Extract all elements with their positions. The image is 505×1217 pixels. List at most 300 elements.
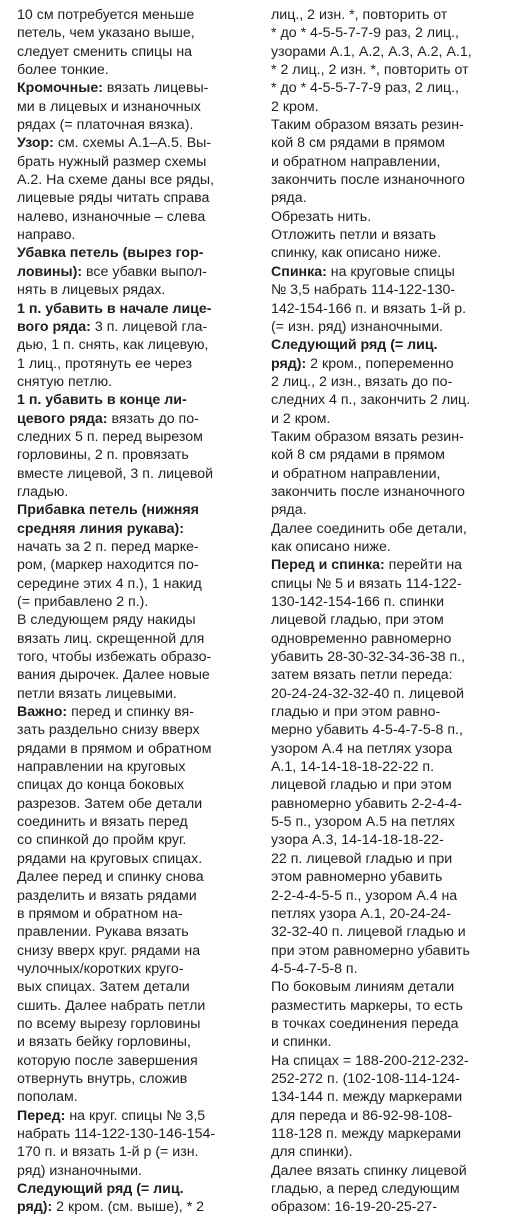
text-line [271, 520, 503, 538]
body-text: закончить после изнаночного [271, 483, 465, 500]
body-text: этом равномерно убавить [271, 869, 443, 886]
bold-heading-text: средняя линия рукава): [17, 520, 185, 537]
text-line [271, 776, 503, 794]
text-line [271, 905, 503, 923]
text-line [271, 887, 503, 905]
body-text: вязать лиц. скрещенной для [17, 630, 205, 647]
body-text: 3 п. лицевой гла- [90, 318, 208, 335]
body-text: снизу вверх круг. рядами на [17, 942, 201, 959]
text-line [17, 98, 249, 116]
body-text: и спинки. [271, 1034, 332, 1051]
text-line [271, 850, 503, 868]
text-line [271, 868, 503, 886]
text-line [17, 1107, 249, 1125]
body-text: разрезов. Затем обе детали [17, 795, 203, 812]
paragraph [17, 501, 249, 611]
text-line [17, 520, 249, 538]
body-text: петель, чем указано выше, [17, 25, 195, 42]
bold-heading-text: Узор: [17, 135, 54, 152]
text-line [271, 1070, 503, 1088]
paragraph [17, 703, 249, 1107]
body-text: на круговые спицы [326, 263, 455, 280]
text-line [17, 538, 249, 556]
body-text: 142-154-166 п. и вязать 1-й р. [271, 300, 467, 317]
bold-heading-text: ряд): [271, 355, 307, 372]
body-text: закончить после изнаночного [271, 172, 465, 189]
body-text: А.1, 14-14-18-18-22-22 п. [271, 759, 435, 776]
paragraph [17, 1107, 249, 1180]
text-line [271, 43, 503, 61]
body-text: рядами в прямом и обратном [17, 740, 212, 757]
text-line [271, 24, 503, 42]
text-line [271, 575, 503, 593]
body-text: следних 5 п. перед вырезом [17, 428, 203, 445]
text-line [17, 776, 249, 794]
body-text: горловины, 2 п. провязать [17, 447, 189, 464]
bold-heading-text: цевого ряда: [17, 410, 108, 427]
body-text: Обрезать нить. [271, 208, 372, 225]
text-line [17, 24, 249, 42]
text-line [17, 850, 249, 868]
body-text: гладью и при этом равно- [271, 704, 441, 721]
body-text: 2-2-4-4-5-5 п., узором А.4 на [271, 887, 458, 904]
body-text: ми в лицевых и изнаночных [17, 98, 201, 115]
body-text: 10 см потребуется меньше [17, 7, 195, 23]
body-text: петлях узора А.1, 20-24-24- [271, 905, 452, 922]
body-text: направо. [17, 227, 76, 244]
body-text: и 2 кром. [271, 410, 331, 427]
text-line [17, 465, 249, 483]
text-line [17, 61, 249, 79]
text-line [17, 79, 249, 97]
text-line [271, 281, 503, 299]
body-text: ром, (маркер находится по- [17, 557, 199, 574]
text-line [17, 795, 249, 813]
text-line [17, 410, 249, 428]
text-line [271, 997, 503, 1015]
text-line [17, 868, 249, 886]
text-line [271, 666, 503, 684]
body-text: лицевой гладью и при этом [271, 777, 452, 794]
text-line [17, 813, 249, 831]
text-line [17, 1143, 249, 1161]
body-text: чулочных/коротких круго- [17, 960, 184, 977]
body-text: направлении на круговых [17, 759, 186, 776]
left-column [17, 6, 249, 1217]
body-text: при этом равномерно убавить [271, 942, 470, 959]
text-line [17, 758, 249, 776]
text-line [271, 153, 503, 171]
body-text: для переда и 86-92-98-108- [271, 1107, 453, 1124]
text-line [17, 300, 249, 318]
paragraph [17, 244, 249, 299]
right-column [271, 6, 503, 1217]
body-text: следних 4 п., закончить 2 лиц. [271, 392, 471, 409]
text-line [271, 61, 503, 79]
text-line [17, 1162, 249, 1180]
text-line [17, 226, 249, 244]
text-line [271, 942, 503, 960]
text-line [271, 244, 503, 262]
paragraph [271, 6, 503, 116]
body-text: вания дырочек. Далее новые [17, 667, 210, 684]
text-line [271, 960, 503, 978]
bold-heading-text: ловины): [17, 263, 83, 280]
body-text: дью, 1 п. снять, как лицевую, [17, 337, 209, 354]
text-line [17, 171, 249, 189]
text-line [17, 281, 249, 299]
body-text: рядах (= платочная вязка). [17, 117, 194, 134]
body-text: пополам. [17, 1089, 78, 1106]
body-text: 134-144 п. между маркерами [271, 1089, 463, 1106]
body-text: 118-128 п. между маркерами [271, 1125, 462, 1142]
body-text: см. схемы А.1–А.5. Вы- [53, 135, 212, 152]
body-text: мерно убавить 4-5-4-7-5-8 п., [271, 722, 463, 739]
paragraph [17, 611, 249, 703]
text-line [17, 721, 249, 739]
body-text: Далее вязать спинку лицевой [271, 1162, 467, 1179]
text-line [17, 116, 249, 134]
body-text: в прямом и обратном на- [17, 905, 183, 922]
paragraph [271, 556, 503, 978]
body-text: сшить. Далее набрать петли [17, 997, 206, 1014]
body-text: того, чтобы избежать образо- [17, 649, 212, 666]
text-line [17, 391, 249, 409]
body-text: все убавки выпол- [82, 263, 207, 280]
text-line [17, 1070, 249, 1088]
body-text: спицы № 5 и вязать 114-122- [271, 575, 462, 592]
body-text: перед и спинку вя- [67, 704, 194, 721]
text-line [271, 373, 503, 391]
body-text: 2 лиц., 2 изн., вязать до по- [271, 373, 453, 390]
body-text: для спинки). [271, 1144, 353, 1161]
bold-heading-text: Убавка петель (вырез гор- [17, 245, 204, 262]
body-text: лицевые ряды читать справа [17, 190, 210, 207]
text-line [17, 428, 249, 446]
body-text: разместить маркеры, то есть [271, 997, 463, 1014]
text-line [271, 1162, 503, 1180]
body-text: 20-24-24-32-32-40 п. лицевой [271, 685, 465, 702]
body-text: 170 п. и вязать 1-й р (= изн. [17, 1144, 199, 1161]
body-text: лиц., 2 изн. *, повторить от [271, 7, 448, 23]
body-text: по всему вырезу горловины [17, 1015, 201, 1032]
text-line [271, 721, 503, 739]
text-line [17, 1033, 249, 1051]
body-text: ряда. [271, 190, 307, 207]
body-text: петли вязать лицевыми. [17, 685, 177, 702]
body-text: Далее соединить обе детали, [271, 520, 467, 537]
text-line [271, 208, 503, 226]
text-line [17, 685, 249, 703]
body-text: (= прибавлено 2 п.). [17, 594, 149, 610]
body-text: отвернуть внутрь, сложив [17, 1070, 188, 1087]
bold-heading-text: Кромочные: [17, 80, 103, 97]
text-line [271, 740, 503, 758]
body-text: середине этих 4 п.), 1 накид [17, 575, 202, 592]
text-line [17, 960, 249, 978]
text-line [17, 593, 249, 611]
text-line [17, 630, 249, 648]
text-line [271, 978, 503, 996]
text-line [271, 703, 503, 721]
body-text: Таким образом вязать резин- [271, 428, 464, 445]
text-line [271, 556, 503, 574]
text-line [17, 575, 249, 593]
text-line [17, 208, 249, 226]
body-text: 2 кром., попеременно [306, 355, 454, 372]
body-text: узором А.4 на петлях узора [271, 740, 453, 757]
paragraph [271, 1162, 503, 1217]
body-text: 2 кром. [271, 98, 319, 115]
text-line [271, 189, 503, 207]
body-text: одновременно равномерно [271, 630, 452, 647]
text-line [17, 43, 249, 61]
text-line [271, 134, 503, 152]
text-line [271, 355, 503, 373]
text-line [17, 611, 249, 629]
body-text: вых спицах. Затем детали [17, 979, 190, 996]
text-line [271, 1198, 503, 1216]
body-text: нять в лицевых рядах. [17, 282, 166, 299]
text-line [17, 905, 249, 923]
bold-heading-text: Перед: [17, 1107, 66, 1124]
body-text: начать за 2 п. перед маркe- [17, 538, 199, 555]
text-line [17, 263, 249, 281]
bold-heading-text: Перед и спинка: [271, 557, 385, 574]
text-line [271, 1125, 503, 1143]
text-line [271, 116, 503, 134]
text-line [271, 428, 503, 446]
paragraph [271, 428, 503, 520]
body-text: рядами на круговых спицах. [17, 850, 203, 867]
body-text: в точках соединения переда [271, 1015, 459, 1032]
paragraph [17, 300, 249, 392]
text-line [17, 373, 249, 391]
text-line [271, 1033, 503, 1051]
text-line [271, 813, 503, 831]
body-text: образом: 16-19-20-25-27- [271, 1199, 438, 1216]
text-line [271, 538, 503, 556]
body-text: На спицах = 188-200-212-232- [271, 1052, 469, 1069]
text-line [271, 98, 503, 116]
body-text: которую после завершения [17, 1052, 198, 1069]
text-line [271, 1180, 503, 1198]
text-line [271, 171, 503, 189]
body-text: 252-272 п. (102-108-114-124- [271, 1070, 460, 1087]
text-line [271, 630, 503, 648]
bold-heading-text: Следующий ряд (= лиц. [271, 337, 438, 354]
body-text: * до * 4-5-5-7-7-9 раз, 2 лиц., [271, 25, 459, 42]
body-text: и обратном направлении, [271, 465, 441, 482]
body-text: гладью, а перед следующим [271, 1181, 460, 1197]
body-text: снятую петлю. [17, 373, 113, 390]
text-line [271, 391, 503, 409]
text-line [271, 318, 503, 336]
body-text: вязать до по- [107, 410, 199, 427]
paragraph [271, 208, 503, 226]
text-line [17, 153, 249, 171]
body-text: Таким образом вязать резин- [271, 117, 464, 134]
paragraph [271, 336, 503, 428]
text-line [271, 593, 503, 611]
body-text: равномерно убавить 2-2-4-4- [271, 795, 462, 812]
body-text: и обратном направлении, [271, 153, 441, 170]
body-text: * до * 4-5-5-7-7-9 раз, 2 лиц., [271, 80, 459, 97]
text-line [17, 1198, 249, 1216]
body-text: 2 кром. (см. выше), * 2 [52, 1199, 205, 1216]
text-line [271, 795, 503, 813]
body-text: спицах до конца боковых [17, 777, 185, 794]
text-line [271, 1143, 503, 1161]
body-text: лицевой гладью, при этом [271, 612, 444, 629]
body-text: 5-5 п., узором А.5 на петлях [271, 814, 456, 831]
text-line [271, 410, 503, 428]
body-text: № 3,5 набрать 114-122-130- [271, 282, 456, 299]
body-text: По боковым линиям детали [271, 979, 455, 996]
text-line [271, 611, 503, 629]
text-line [271, 923, 503, 941]
text-line [17, 740, 249, 758]
body-text: на круг. спицы № 3,5 [65, 1107, 206, 1124]
paragraph [271, 1052, 503, 1162]
text-line [271, 685, 503, 703]
body-text: следует сменить спицы на [17, 43, 193, 60]
paragraph [271, 978, 503, 1051]
text-line [271, 79, 503, 97]
bold-heading-text: 1 п. убавить в начале лице- [17, 300, 212, 317]
body-text: вязать лицевы- [102, 80, 209, 97]
body-text: А.2. На схеме даны все ряды, [17, 172, 215, 189]
body-text: зать раздельно снизу вверх [17, 722, 200, 739]
text-line [17, 483, 249, 501]
body-text: Далее перед и спинку снова [17, 869, 204, 886]
bold-heading-text: Прибавка петель (нижняя [17, 502, 199, 519]
body-text: как описано ниже. [271, 538, 391, 555]
text-line [271, 300, 503, 318]
bold-heading-text: Важно: [17, 704, 68, 721]
body-text: правлении. Рукава вязать [17, 924, 189, 941]
text-line [17, 189, 249, 207]
text-line [17, 355, 249, 373]
body-text: ряда. [271, 502, 307, 519]
paragraph [271, 226, 503, 263]
paragraph [271, 520, 503, 557]
paragraph [17, 6, 249, 79]
body-text: соединить и вязать перед [17, 814, 188, 831]
body-text: брать нужный размер схемы [17, 153, 207, 170]
bold-heading-text: Спинка: [271, 263, 327, 280]
text-line [17, 336, 249, 354]
text-line [271, 1107, 503, 1125]
body-text: затем вязать петли переда: [271, 667, 453, 684]
text-line [17, 666, 249, 684]
text-line [271, 501, 503, 519]
body-text: * 2 лиц., 2 изн. *, повторить от [271, 62, 469, 79]
text-line [17, 244, 249, 262]
text-line [17, 1052, 249, 1070]
text-line [17, 501, 249, 519]
body-text: 1 лиц., протянуть ее через [17, 355, 193, 372]
text-line [17, 556, 249, 574]
paragraph [271, 263, 503, 336]
body-text: кой 8 см рядами в прямом [271, 135, 445, 152]
text-line [271, 648, 503, 666]
text-line [17, 887, 249, 905]
text-line [17, 318, 249, 336]
body-text: В следующем ряду накиды [17, 612, 196, 629]
text-line [271, 226, 503, 244]
text-line [17, 1015, 249, 1033]
text-line [17, 942, 249, 960]
paragraph [17, 391, 249, 501]
body-text: вместе лицевой, 3 п. лицевой [17, 465, 214, 482]
body-text: более тонкие. [17, 62, 109, 79]
bold-heading-text: 1 п. убавить в конце ли- [17, 392, 187, 409]
text-line [271, 6, 503, 24]
body-text: 32-32-40 п. лицевой гладью и [271, 924, 466, 941]
paragraph [17, 1180, 249, 1217]
body-text: и вязать бейку горловины, [17, 1034, 191, 1051]
body-text: Отложить петли и вязать [271, 227, 436, 244]
body-text: 22 п. лицевой гладью и при [271, 850, 453, 867]
text-line [271, 336, 503, 354]
body-text: узорами А.1, А.2, А.3, А.2, А.1, [271, 43, 472, 60]
text-line [17, 703, 249, 721]
body-text: набрать 114-122-130-146-154- [17, 1125, 216, 1142]
body-text: убавить 28-30-32-34-36-38 п., [271, 649, 466, 666]
text-line [271, 1088, 503, 1106]
text-line [17, 978, 249, 996]
text-line [271, 758, 503, 776]
paragraph [271, 116, 503, 208]
text-line [271, 831, 503, 849]
body-text: кой 8 см рядами в прямом [271, 447, 445, 464]
text-line [271, 1015, 503, 1033]
text-line [17, 1088, 249, 1106]
text-line [17, 997, 249, 1015]
text-line [271, 465, 503, 483]
body-text: налево, изнаночные – слева [17, 208, 206, 225]
bold-heading-text: ряд): [17, 1199, 53, 1216]
text-line [17, 134, 249, 152]
text-line [271, 1052, 503, 1070]
text-line [271, 263, 503, 281]
text-line [17, 446, 249, 464]
text-line [17, 1125, 249, 1143]
body-text: (= изн. ряд) изнаночными. [271, 318, 444, 335]
text-line [17, 1180, 249, 1198]
body-text: перейти на [384, 557, 463, 574]
text-line [271, 483, 503, 501]
body-text: разделить и вязать рядами [17, 887, 197, 904]
text-line [271, 446, 503, 464]
paragraph [17, 134, 249, 244]
body-text: узора А.3, 14-14-18-18-22- [271, 832, 444, 849]
text-line [17, 6, 249, 24]
body-text: 4-5-4-7-5-8 п. [271, 960, 358, 977]
bold-heading-text: Следующий ряд (= лиц. [17, 1181, 184, 1197]
bold-heading-text: вого ряда: [17, 318, 91, 335]
paragraph [17, 79, 249, 134]
body-text: 130-142-154-166 п. спинки [271, 594, 445, 610]
body-text: со спинкой до пройм круг. [17, 832, 187, 849]
body-text: ряд) изнаночными. [17, 1162, 142, 1179]
text-line [17, 923, 249, 941]
text-line [17, 648, 249, 666]
body-text: гладью. [17, 483, 69, 500]
text-line [17, 831, 249, 849]
body-text: спинку, как описано ниже. [271, 245, 442, 262]
